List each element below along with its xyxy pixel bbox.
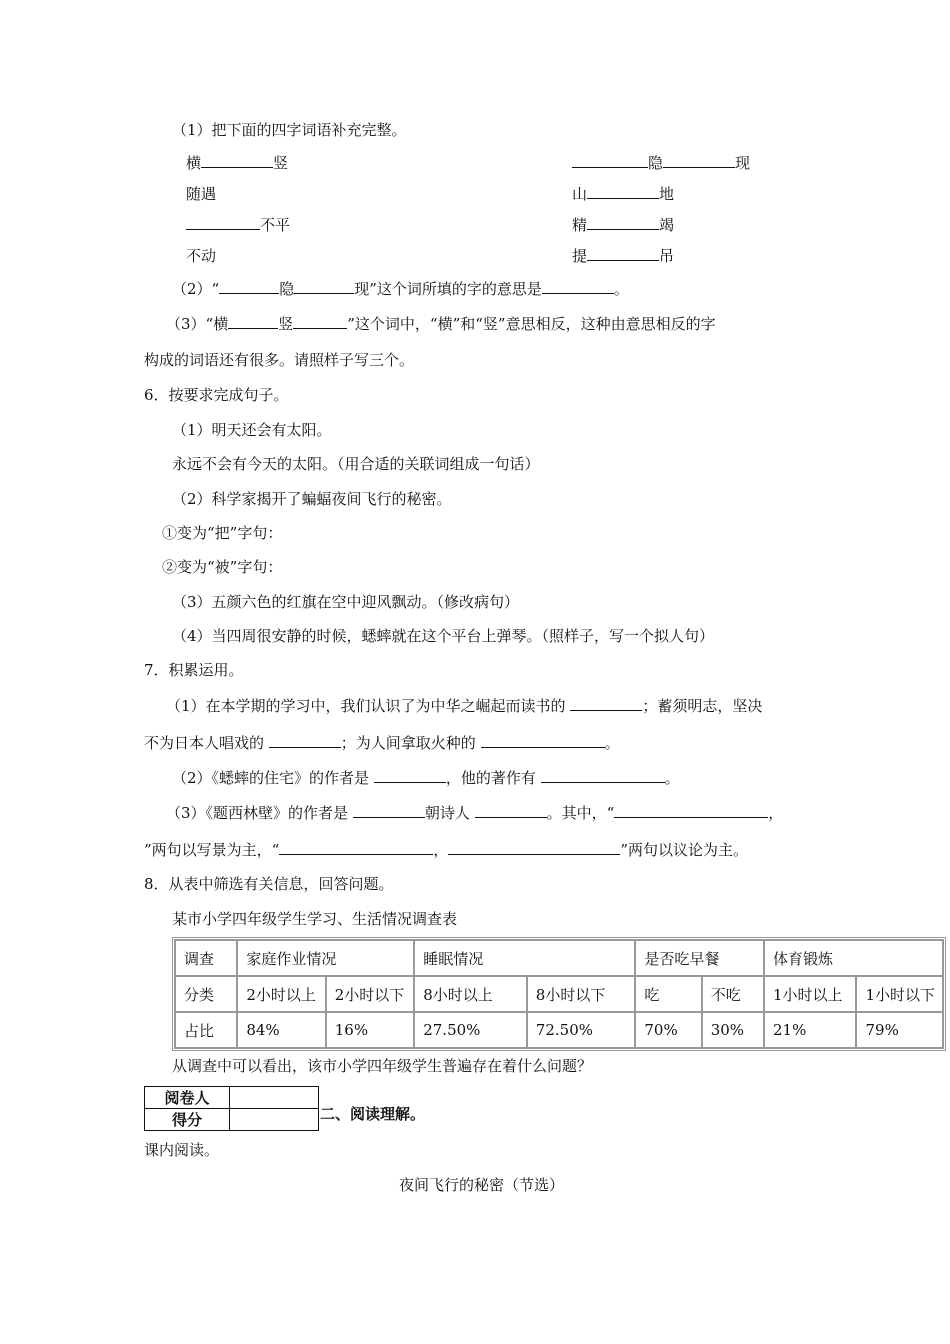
idiom-char: 吊 bbox=[659, 247, 675, 265]
fill-blank[interactable] bbox=[542, 279, 614, 294]
table-row bbox=[175, 1012, 943, 1048]
text: 。 bbox=[604, 734, 620, 752]
text: ”两句以议论为主。 bbox=[620, 841, 749, 859]
text: ， bbox=[433, 841, 449, 859]
q7-line4 bbox=[166, 803, 783, 823]
table-caption: 某市小学四年级学生学习、生活情况调查表 bbox=[172, 910, 458, 928]
fill-blank[interactable] bbox=[475, 803, 547, 818]
fill-blank[interactable] bbox=[572, 153, 648, 168]
idiom-char: 提 bbox=[572, 247, 588, 265]
fill-blank[interactable] bbox=[481, 733, 605, 748]
idiom-char: 不平 bbox=[260, 216, 291, 234]
q6-s2a: ①变为“把”字句： bbox=[162, 524, 283, 542]
fill-blank[interactable] bbox=[269, 733, 341, 748]
table-cell: 1小时以下 bbox=[856, 976, 943, 1012]
idiom-char: 横 bbox=[186, 154, 202, 172]
idiom-char: 随遇 bbox=[186, 185, 217, 203]
fill-blank[interactable] bbox=[541, 768, 665, 783]
idiom-char: 不动 bbox=[186, 247, 217, 265]
text: （2）《蟋蟀的住宅》的作者是 bbox=[172, 769, 374, 787]
idiom-char: 地 bbox=[659, 185, 675, 203]
idiom-row2-left bbox=[186, 184, 216, 204]
table-cell: 调查 bbox=[175, 940, 237, 976]
idiom-char: 竖 bbox=[273, 154, 289, 172]
q6-s2: （2）科学家揭开了蝙蝠夜间飞行的秘密。 bbox=[172, 490, 452, 508]
text: ；蓄须明志，坚决 bbox=[642, 697, 763, 715]
table-cell: 27.50% bbox=[414, 1012, 527, 1048]
table-cell: 体育锻炼 bbox=[764, 940, 943, 976]
q8-title: 8．从表中筛选有关信息，回答问题。 bbox=[144, 875, 394, 893]
section2-title: 二、阅读理解。 bbox=[320, 1105, 426, 1123]
text: 朝诗人 bbox=[424, 804, 475, 822]
fill-blank[interactable] bbox=[448, 840, 620, 855]
idiom-char: 山 bbox=[572, 185, 588, 203]
fill-blank[interactable] bbox=[294, 279, 354, 294]
table-cell: 21% bbox=[764, 1012, 856, 1048]
fill-blank[interactable] bbox=[228, 314, 278, 329]
fill-blank[interactable] bbox=[663, 153, 735, 168]
q6-s2b: ②变为“被”字句： bbox=[162, 558, 283, 576]
idiom-row3-left bbox=[186, 215, 290, 235]
table-row bbox=[145, 1109, 319, 1131]
table-cell: 占比 bbox=[175, 1012, 237, 1048]
fill-blank[interactable] bbox=[219, 279, 279, 294]
q7-line5 bbox=[144, 840, 748, 860]
table-cell: 72.50% bbox=[527, 1012, 636, 1048]
text: 。 bbox=[664, 769, 680, 787]
q6-s3: （3）五颜六色的红旗在空中迎风飘动。（修改病句） bbox=[172, 593, 520, 611]
reviewer-field[interactable] bbox=[230, 1087, 319, 1109]
fill-blank[interactable] bbox=[374, 768, 446, 783]
q8-question: 从调查中可以看出，该市小学四年级学生普遍存在着什么问题？ bbox=[172, 1057, 593, 1075]
q7-line3 bbox=[172, 768, 680, 788]
idiom-row2-right bbox=[572, 184, 674, 204]
table-cell: 分类 bbox=[175, 976, 237, 1012]
idiom-char: 隐 bbox=[648, 154, 664, 172]
table-cell: 不吃 bbox=[702, 976, 764, 1012]
fill-blank[interactable] bbox=[587, 215, 659, 230]
text: 竖 bbox=[278, 315, 294, 333]
table-cell: 84% bbox=[237, 1012, 325, 1048]
text: （2）“ bbox=[172, 280, 220, 298]
table-cell: 70% bbox=[635, 1012, 701, 1048]
text: （1）在本学期的学习中，我们认识了为中华之崛起而读书的 bbox=[166, 697, 571, 715]
idiom-char: 精 bbox=[572, 216, 588, 234]
q5-part2 bbox=[172, 279, 629, 299]
fill-blank[interactable] bbox=[186, 215, 260, 230]
text: （3）“横 bbox=[166, 315, 229, 333]
text: ；为人间拿取火种的 bbox=[340, 734, 481, 752]
fill-blank[interactable] bbox=[614, 803, 768, 818]
text: 不为日本人唱戏的 bbox=[144, 734, 269, 752]
idiom-row4-left bbox=[186, 246, 216, 266]
q6-title: 6．按要求完成句子。 bbox=[144, 386, 289, 404]
q7-line1 bbox=[166, 696, 762, 716]
text: ， bbox=[768, 804, 784, 822]
fill-blank[interactable] bbox=[570, 696, 642, 711]
table-row bbox=[175, 976, 943, 1012]
q7-title: 7．积累运用。 bbox=[144, 661, 244, 679]
score-box bbox=[144, 1086, 319, 1131]
fill-blank[interactable] bbox=[279, 840, 433, 855]
table-cell: 79% bbox=[856, 1012, 943, 1048]
text: ”这个词中，“横”和“竖”意思相反，这种由意思相反的字 bbox=[347, 315, 716, 333]
q5-part3 bbox=[166, 314, 716, 334]
q7-line2 bbox=[144, 733, 620, 753]
fill-blank[interactable] bbox=[587, 184, 659, 199]
idiom-row1-right bbox=[572, 153, 750, 173]
score-field[interactable] bbox=[230, 1109, 319, 1131]
table-cell: 2小时以下 bbox=[326, 976, 414, 1012]
table-cell: 睡眠情况 bbox=[414, 940, 635, 976]
passage-title: 夜间飞行的秘密（节选） bbox=[399, 1176, 565, 1194]
table-cell: 30% bbox=[702, 1012, 764, 1048]
table-cell: 8小时以上 bbox=[414, 976, 527, 1012]
q6-s1: （1）明天还会有太阳。 bbox=[172, 421, 332, 439]
table-cell: 是否吃早餐 bbox=[635, 940, 764, 976]
table-cell: 家庭作业情况 bbox=[237, 940, 414, 976]
table-cell: 2小时以上 bbox=[237, 976, 325, 1012]
idiom-row1-left bbox=[186, 153, 288, 173]
table-row bbox=[145, 1087, 319, 1109]
reviewer-label: 阅卷人 bbox=[145, 1087, 230, 1109]
survey-table bbox=[172, 937, 946, 1051]
q5-part3-cont: 构成的词语还有很多。请照样子写三个。 bbox=[144, 351, 415, 369]
q6-s4: （4）当四周很安静的时候，蟋蟀就在这个平台上弹琴。（照样子，写一个拟人句） bbox=[172, 627, 715, 645]
table-row bbox=[175, 940, 943, 976]
q6-s1b: 永远不会有今天的太阳。（用合适的关联词组成一句话） bbox=[172, 455, 540, 473]
text: （3）《题西林壁》的作者是 bbox=[166, 804, 353, 822]
fill-blank[interactable] bbox=[293, 314, 347, 329]
table-cell: 吃 bbox=[635, 976, 701, 1012]
text: 现”这个词所填的字的意思是 bbox=[354, 280, 542, 298]
table-cell: 16% bbox=[326, 1012, 414, 1048]
idiom-char: 竭 bbox=[659, 216, 675, 234]
text: ，他的著作有 bbox=[445, 769, 541, 787]
text: ”两句以写景为主，“ bbox=[144, 841, 280, 859]
table-cell: 1小时以上 bbox=[764, 976, 856, 1012]
fill-blank[interactable] bbox=[353, 803, 425, 818]
section2-sub: 课内阅读。 bbox=[144, 1141, 220, 1159]
text: 隐 bbox=[279, 280, 295, 298]
fill-blank[interactable] bbox=[201, 153, 273, 168]
score-label: 得分 bbox=[145, 1109, 230, 1131]
q5-part1: （1）把下面的四字词语补充完整。 bbox=[172, 121, 407, 139]
fill-blank[interactable] bbox=[587, 246, 659, 261]
idiom-row3-right bbox=[572, 215, 674, 235]
idiom-char: 现 bbox=[735, 154, 751, 172]
idiom-row4-right bbox=[572, 246, 674, 266]
table-cell: 8小时以下 bbox=[527, 976, 636, 1012]
text: 。其中，“ bbox=[546, 804, 615, 822]
text: 。 bbox=[613, 280, 629, 298]
